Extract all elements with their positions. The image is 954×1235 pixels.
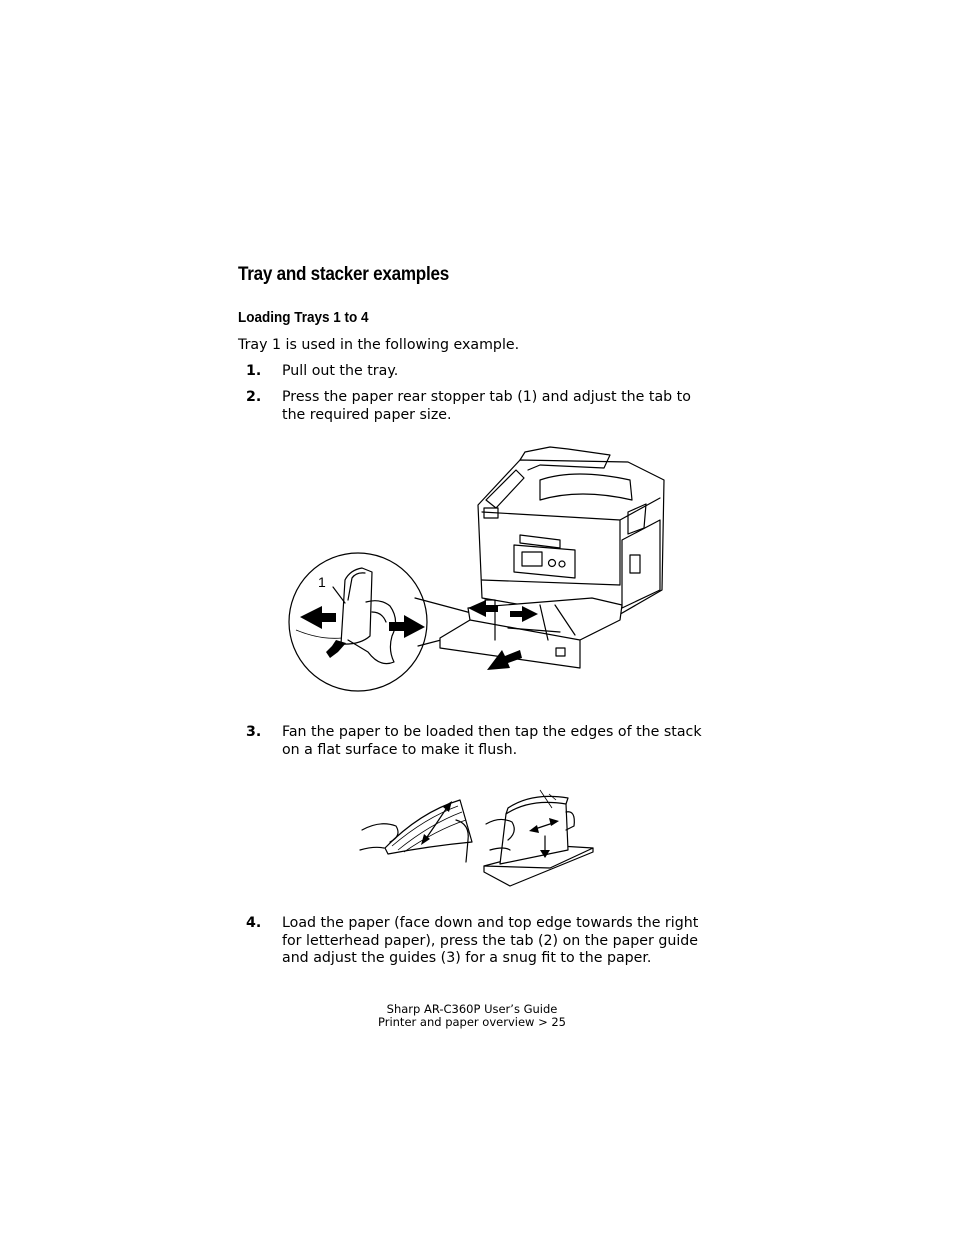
fan-paper-illustration: [360, 788, 596, 888]
step-number: 2.: [246, 389, 262, 405]
callout-label: 1: [318, 574, 326, 590]
step-number: 3.: [246, 724, 262, 740]
step-number: 1.: [246, 363, 262, 379]
step-text: Pull out the tray.: [282, 363, 399, 379]
step-text: Press the paper rear stopper tab (1) and adjust the tab to the required paper size.: [282, 389, 691, 423]
printer-tray-illustration: [280, 440, 680, 700]
step-text: Fan the paper to be loaded then tap the edges of the stack on a flat surface to make it flush.: [282, 724, 702, 758]
footer-page-ref: Printer and paper overview > 25: [377, 1015, 566, 1029]
subsection-heading: Loading Trays 1 to 4: [238, 309, 369, 326]
step-number: 4.: [246, 915, 262, 931]
intro-text: Tray 1 is used in the following example.: [238, 337, 520, 353]
footer-guide-title: Sharp AR-C360P User’s Guide: [386, 1002, 558, 1016]
section-heading: Tray and stacker examples: [238, 264, 449, 285]
step-text: Load the paper (face down and top edge towards the right for letterhead paper), press the tab (2) on the paper guide and adjust the guides (3) for a snug fit to the paper.: [282, 915, 699, 966]
